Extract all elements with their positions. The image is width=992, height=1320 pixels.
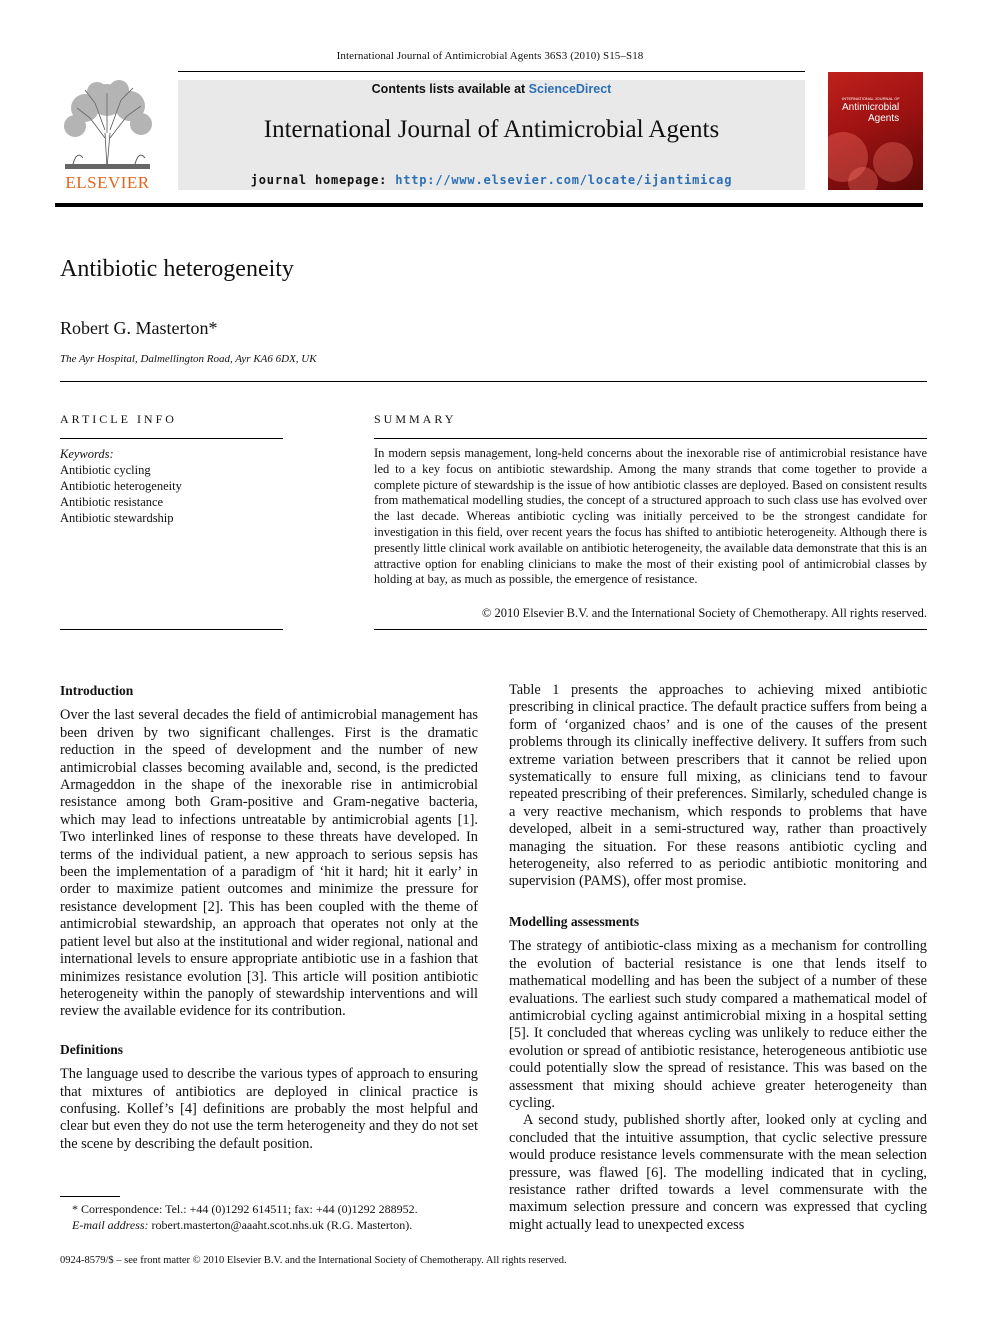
- author-affiliation: The Ayr Hospital, Dalmellington Road, Ayr KA6 6DX, UK: [60, 353, 317, 365]
- email-label: E-mail address:: [72, 1218, 149, 1232]
- elsevier-logo: [55, 78, 160, 193]
- keyword-item[interactable]: Antibiotic heterogeneity: [60, 479, 182, 493]
- cover-title-line2: Agents: [868, 113, 900, 124]
- definitions-paragraph: The language used to describe the various types of approach to ensuring that mixtures of antibiotics are deployed in clinical practice is confusing. Kollef’s [4] definitions are probably the most helpful and clear but even they do not use the term heterogeneity and they do not set the scene by describing the default position.: [60, 1066, 478, 1152]
- email-note: [60, 1217, 480, 1233]
- cover-blob: [848, 167, 878, 190]
- journal-homepage: [178, 173, 805, 187]
- introduction-heading: Introduction: [60, 683, 134, 698]
- table-discussion-paragraph: Table 1 presents the approaches to achieving mixed antibiotic prescribing in clinical practice. The default practice suffers from being a form of ‘organized chaos’ and is one of the causes of the present problems through its clinically ineffective delivery. It suffers from such extreme variation between prescribers that it cannot be relied upon systematically to ensure full mixing, as clinicians tend to favour repeated prescribing of their preferences. Similarly, scheduled change is a very reactive mechanism, which responds to problems that have developed, albeit in a semi-structured way, rather than proactively managing the situation. For these reasons antibiotic cycling and heterogeneity, also referred to as periodic antibiotic monitoring and supervision (PAMS), offer most promise.: [509, 682, 927, 890]
- summary-rule: [374, 438, 927, 439]
- article-info-bottom-rule: [60, 629, 283, 630]
- journal-cover-thumbnail[interactable]: [828, 72, 923, 190]
- elsevier-tree-icon: [55, 78, 160, 173]
- modelling-paragraph: The strategy of antibiotic-class mixing as a mechanism for controlling the evolution of bacterial resistance is one that lends itself to mathematical modelling and has been the subject of a number of these evaluations. The earliest such study compared a mathematical model of antimicrobial cycling against antimicrobial mixing in a hospital setting [5]. It concluded that whereas cycling was unlikely to reduce either the evolution or spread of antibiotic resistance, heterogeneous antibiotic use could potentially slow the spread of resistance. This was based on the assessment that mixing should achieve greater heterogeneity than cycling.: [509, 938, 927, 1111]
- title-rule: [60, 381, 927, 382]
- header-thick-rule: [55, 203, 923, 207]
- introduction-paragraph: Over the last several decades the field of antimicrobial management has been driven by two significant challenges. First is the dramatic reduction in the speed of development and the number of new antimicrobial classes becoming available and, second, is the predicted Armageddon in the shape of the inexorable rise in antimicrobial resistance among both Gram-positive and Gram-negative bacteria, which may lead to infections untreatable by antimicrobial agents [1]. Two interlinked lines of response to these threats have developed. In terms of the individual patient, a new approach to serious sepsis has been the implementation of a paradigm of ‘hit it hard; hit it early’ in order to maximize patient outcomes and minimize the pressure for resistance development [2]. This has been coupled with the theme of antimicrobial stewardship, an approach that operates not only at the patient level but also at the institutional and wider regional, national and international levels to ensure appropriate antibiotic use in a fashion that minimizes resistance evolution [3]. This article will position antibiotic heterogeneity within the panoply of stewardship interventions and will review the available evidence for its contribution.: [60, 707, 478, 1020]
- footnote: [60, 1201, 480, 1233]
- summary-bottom-rule: [374, 629, 927, 630]
- correspondence-note: * Correspondence: Tel.: +44 (0)1292 614511; fax: +44 (0)1292 288952.: [72, 1202, 418, 1216]
- cover-title-line1: Antimicrobial: [842, 102, 900, 113]
- header-rule: [178, 71, 805, 72]
- modelling-paragraph: A second study, published shortly after, looked only at cycling and concluded that the intuitive assumption, that cyclic selective pressure would produce resistance levels commensurate with the mean selection pressure, was flawed [6]. The modelling indicated that in cycling, resistance rather drifted towards a level commensurate with the maximum selection pressure and concern was expressed that cycling might actually lead to unexpected excess: [509, 1112, 927, 1233]
- article-info-rule: [60, 438, 283, 439]
- keyword-item[interactable]: Antibiotic stewardship: [60, 511, 174, 525]
- summary-copyright: © 2010 Elsevier B.V. and the International Society of Chemotherapy. All rights reserved.: [481, 606, 927, 620]
- journal-title: International Journal of Antimicrobial Agents: [263, 116, 720, 143]
- cover-small-text: INTERNATIONAL JOURNAL OF: [842, 96, 900, 101]
- keywords-block: [60, 446, 182, 526]
- journal-banner: [178, 80, 805, 190]
- footnote-rule: [60, 1196, 120, 1197]
- definitions-heading: Definitions: [60, 1041, 124, 1057]
- contents-line: [178, 82, 805, 96]
- elsevier-wordmark: ELSEVIER: [65, 173, 150, 192]
- cover-title: [842, 102, 920, 124]
- keyword-item[interactable]: Antibiotic resistance: [60, 495, 164, 509]
- article-info-heading: ARTICLE INFO: [60, 412, 177, 426]
- sciencedirect-link[interactable]: ScienceDirect: [528, 82, 612, 96]
- modelling-heading: Modelling assessments: [509, 913, 640, 929]
- body-right-column: [509, 682, 927, 1234]
- cover-blob: [873, 142, 913, 182]
- keywords-label: Keywords:: [60, 447, 114, 461]
- running-head: International Journal of Antimicrobial Agents 36S3 (2010) S15–S18: [336, 50, 644, 62]
- front-matter-line: 0924-8579/$ – see front matter © 2010 Elsevier B.V. and the International Society of Chemotherapy. All rights reserved.: [60, 1255, 567, 1266]
- homepage-label: journal homepage:: [250, 173, 396, 187]
- article-author[interactable]: Robert G. Masterton*: [60, 318, 218, 338]
- keyword-item[interactable]: Antibiotic cycling: [60, 463, 151, 477]
- body-left-column: [60, 682, 478, 1153]
- contents-prefix: Contents lists available at: [371, 82, 529, 96]
- summary-text: In modern sepsis management, long-held concerns about the inexorable rise of antimicrobial resistance have led to a key focus on antibiotic stewardship. Among the many strands that come together to provide a complete picture of stewardship is the issue of how antibiotic classes are deployed. Based on consistent results from mathematical modelling studies, the concept of a structured approach to such class use has evolved over the last decade. Whereas antibiotic cycling was initially perceived to be the strongest candidate for investigation in this field, over recent years the focus has shifted to antibiotic heterogeneity. Although there is presently little clinical work available on antibiotic heterogeneity, the available data demonstrate that this is an attractive option for enabling clinicians to make the most of their existing pool of antimicrobial classes by holding at bay, as much as possible, the emergence of resistance.: [374, 446, 927, 587]
- article-title: Antibiotic heterogeneity: [60, 256, 294, 282]
- email-address-link[interactable]: robert.masterton@aaaht.scot.nhs.uk (R.G. Masterton).: [148, 1218, 413, 1232]
- homepage-url-link[interactable]: http://www.elsevier.com/locate/ijantimicag: [395, 173, 733, 187]
- summary-heading: SUMMARY: [374, 412, 457, 426]
